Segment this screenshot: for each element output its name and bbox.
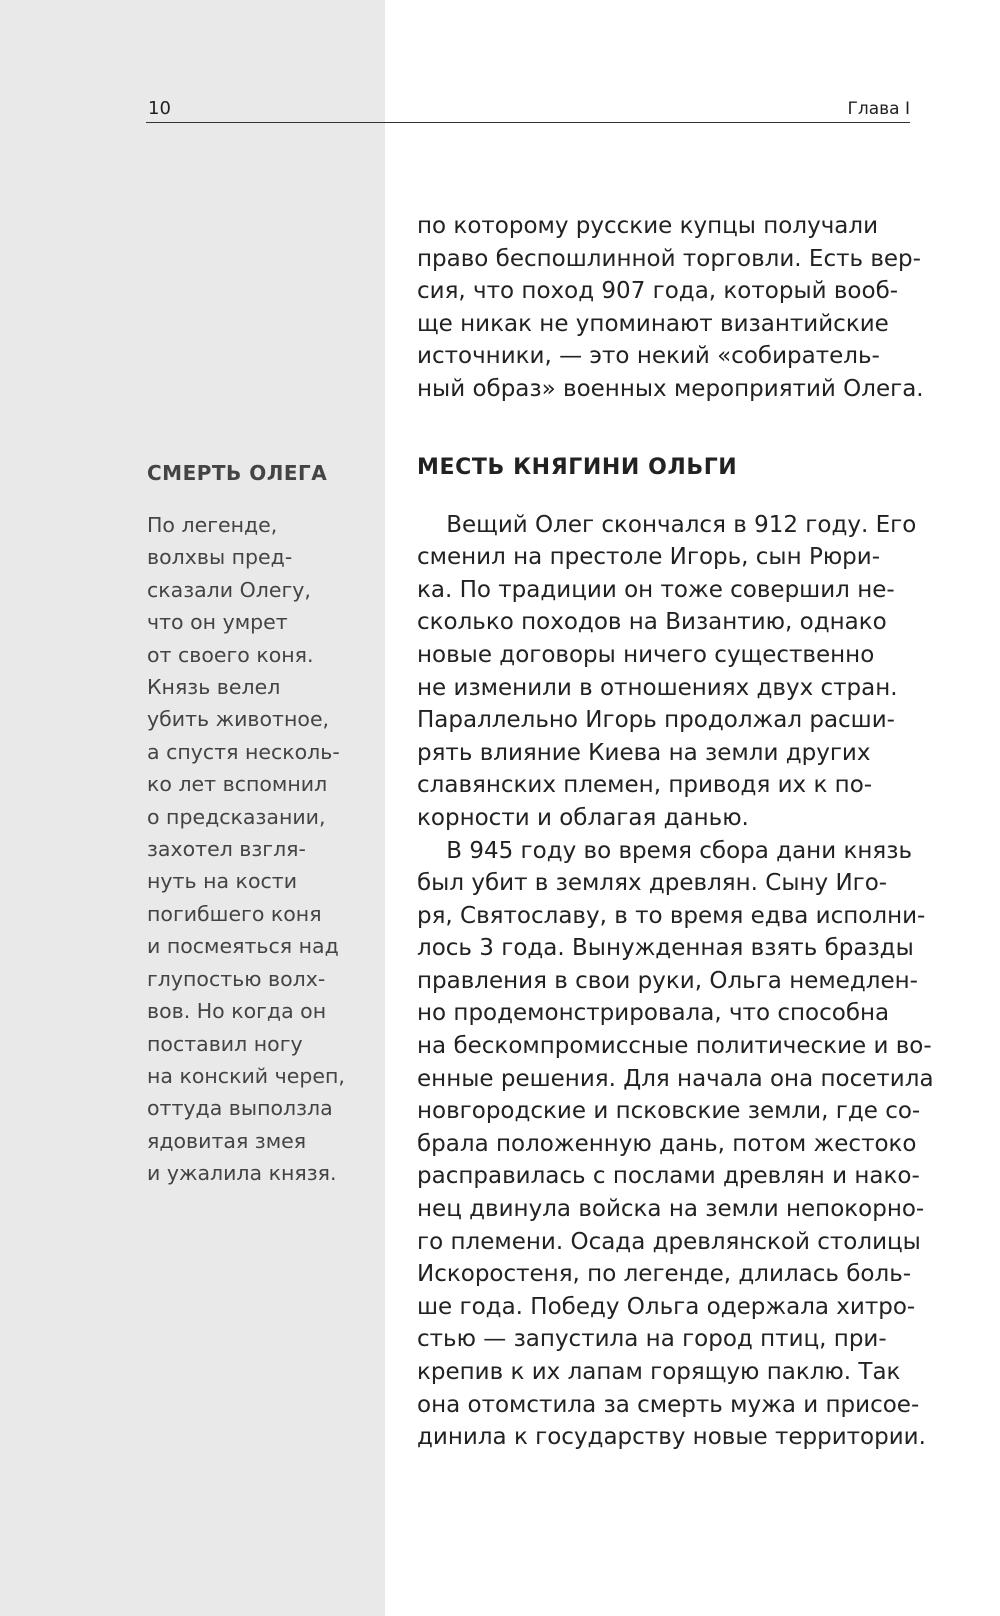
page-header [146,98,910,123]
text-line: новые договоры ничего существенно [417,641,875,668]
sidebar-line: погибшего коня [147,901,322,926]
text-line: источники, — это некий «собиратель- [417,343,880,370]
sidebar-line: По легенде, [147,513,278,537]
text-line: Параллельно Игорь продолжал расши- [417,707,895,734]
sidebar-line: и посмеяться над [147,934,339,959]
intro-paragraph [417,210,924,406]
text-line: енные решения. Для начала она посетила [417,1065,934,1092]
sidebar-line: оттуда выползла [147,1096,333,1121]
text-line: корности и облагая данью. [417,804,749,831]
section-title: МЕСТЬ КНЯГИНИ ОЛЬГИ [417,454,738,480]
text-line: правления в свои руки, Ольга немедлен- [417,967,918,994]
text-line: го племени. Осада древлянской столицы [417,1228,921,1255]
sidebar-line: вов. Но когда он [147,999,327,1024]
chapter-label: Глава I [847,99,910,119]
sidebar-line: о предсказании, [147,804,326,829]
text-line: лось 3 года. Вынужденная взять бразды [417,935,914,962]
text-line: динила к государству новые территории. [417,1424,926,1451]
text-line: ше года. Победу Ольга одержала хитро- [417,1293,916,1320]
sidebar-line: поставил ногу [147,1031,303,1056]
text-line: рять влияние Киева на земли других [417,739,871,766]
sidebar-line: и ужалила князя. [147,1161,337,1186]
sidebar-line: на конский череп, [147,1063,345,1088]
page-number: 10 [148,98,171,119]
sidebar-line: волхвы пред- [147,545,293,570]
sidebar-line: захотел взгля- [147,837,306,862]
text-line: Вещий Олег скончался в 912 году. Его [417,511,917,538]
text-line: сменил на престоле Игорь, сын Рюри- [417,544,881,571]
sidebar-line: Князь велел [147,675,281,700]
sidebar-line: а спустя несколь- [147,739,340,764]
text-line: ный образ» военных мероприятий Олега. [417,375,924,402]
sidebar-line: сказали Олегу, [147,577,311,602]
body-paragraph-1 [417,509,917,835]
sidebar-line: что он умрет [147,610,288,635]
sidebar-note [147,460,375,1190]
text-line: не изменили в отношениях двух стран. [417,674,898,701]
text-line: был убит в землях древлян. Сыну Иго- [417,870,888,897]
text-line: на бескомпромиссные политические и во- [417,1033,932,1060]
sidebar-text [147,509,375,1190]
text-line: сколько походов на Византию, однако [417,609,887,636]
text-line: В 945 году во время сбора дани князь [417,837,913,864]
text-line: славянских племен, приводя их к по- [417,772,873,799]
sidebar-line: глупостью волх- [147,966,326,991]
sidebar-line: ко лет вспомнил [147,772,328,797]
text-line: ще никак не упоминают византийские [417,310,889,337]
text-line: она отомстила за смерть мужа и присое- [417,1391,920,1418]
text-line: брала положенную дань, потом жестоко [417,1130,917,1157]
text-line: сия, что поход 907 года, который вооб- [417,278,899,305]
text-line: по которому русские купцы получали [417,213,879,239]
body-paragraph-2 [417,835,934,1454]
text-line: крепив к их лапам горящую паклю. Так [417,1359,901,1385]
text-line: право беспошлинной торговли. Есть вер- [417,245,921,272]
sidebar-title: СМЕРТЬ ОЛЕГА [147,461,328,485]
text-line: нец двинула войска на земли непокорно- [417,1196,925,1223]
main-text-column [417,210,934,1454]
text-line: расправилась с послами древлян и нако- [417,1163,920,1190]
text-line: Искоростеня, по легенде, длилась боль- [417,1261,912,1288]
text-line: ка. По традиции он тоже совершил не- [417,576,895,603]
sidebar-line: убить животное, [147,707,330,732]
sidebar-line: ядовитая змея [147,1128,307,1153]
text-line: стью — запустила на город птиц, при- [417,1326,887,1353]
sidebar-line: от своего коня. [147,642,314,667]
text-line: ря, Святославу, в то время едва исполни- [417,902,926,929]
text-line: но продемонстрировала, что способна [417,1000,890,1027]
sidebar-line: нуть на кости [147,869,298,894]
text-line: новгородские и псковские земли, где со- [417,1098,921,1125]
